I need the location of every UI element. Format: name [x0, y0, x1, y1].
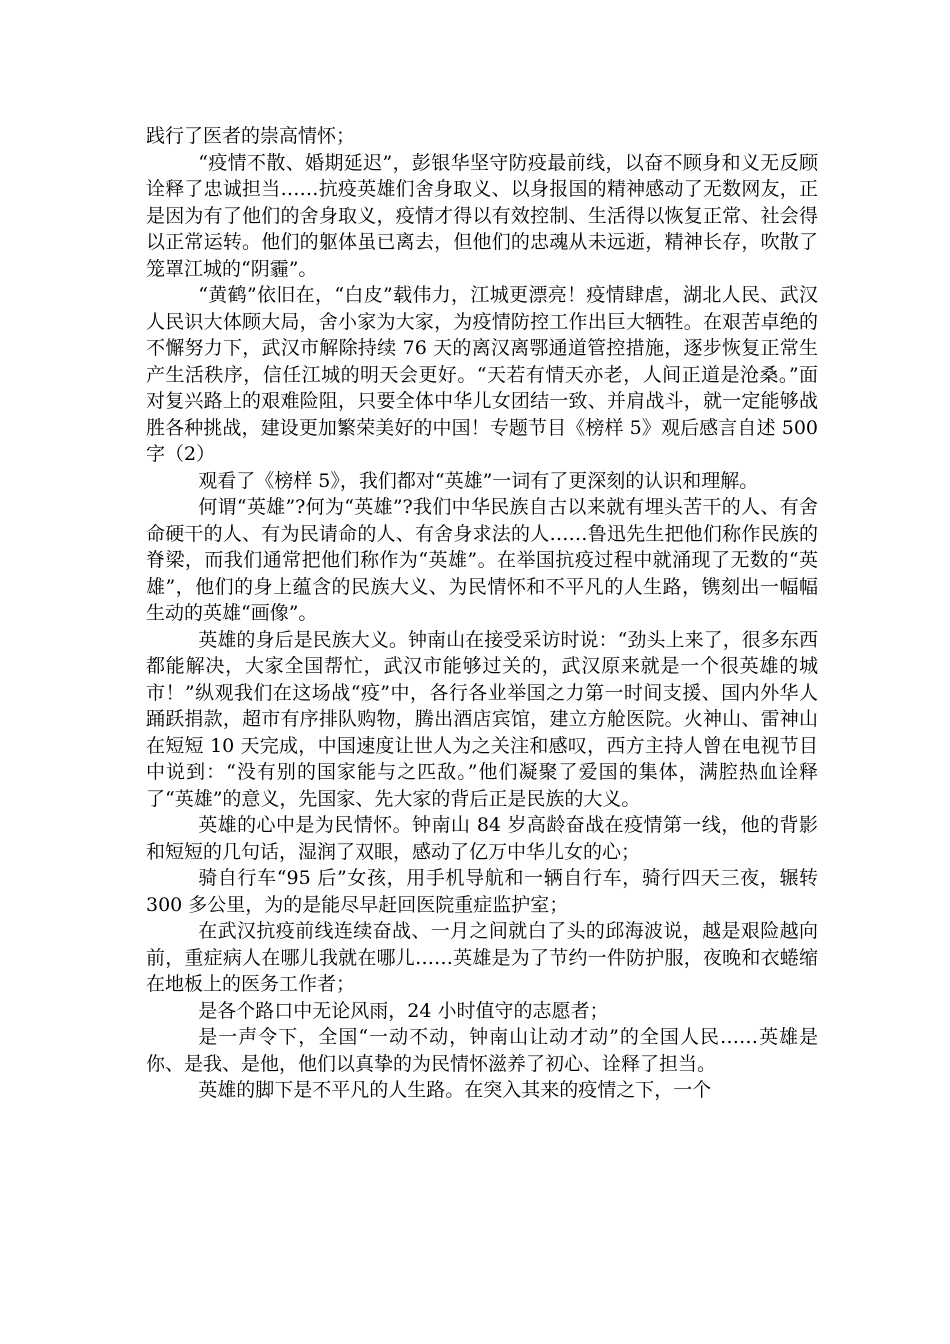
paragraph-10: 是各个路口中无论风雨，24 小时值守的志愿者； [198, 999, 609, 1022]
paragraph-9: 在武汉抗疫前线连续奋战、一月之间就白了头的邱海波说，越是艰险越向前，重症病人在哪儿我就在哪儿……英雄是为了节约一件防护服，夜晚和衣蜷缩在地板上的医务工作者； [146, 920, 818, 995]
paragraph-12: 英雄的脚下是不平凡的人生路。在突入其来的疫情之下，一个 [198, 1079, 712, 1101]
document-page [146, 123, 818, 1104]
paragraph-11: 是一声令下，全国“一动不动，钟南山让动才动”的全国人民……英雄是你、是我、是他，他们以真挚的为民情怀滋养了初心、诠释了担当。 [146, 1026, 818, 1075]
paragraph-1: 践行了医者的崇高情怀； [146, 125, 356, 147]
paragraph-4: 观看了《榜样 5》，我们都对“英雄”一词有了更深刻的认识和理解。 [198, 469, 759, 492]
paragraph-8: 骑自行车“95 后”女孩，用手机导航和一辆自行车，骑行四天三夜，辗转 300 多公里，为的是能尽早赶回医院重症监护室； [146, 867, 818, 916]
paragraph-5: 何谓“英雄”?何为“英雄”?我们中华民族自古以来就有埋头苦干的人、有舍命硬干的人、有为民请命的人、有舍身求法的人……鲁迅先生把他们称作民族的脊梁，而我们通常把他们称作为“英雄”。在举国抗疫过程中就涌现了无数的“英雄”，他们的身上蕴含的民族大义、为民情怀和不平凡的人生路，镌刻出一幅幅生动的英雄“画像”。 [146, 496, 818, 624]
paragraph-3: “黄鹤”依旧在，“白皮”载伟力，江城更漂亮！疫情肆虐，湖北人民、武汉人民识大体顾大局，舍小家为大家，为疫情防控工作出巨大牺牲。在艰苦卓绝的不懈努力下，武汉市解除持续 76 天的离汉离鄂通道管控措施，逐步恢复正常生产生活秩序，信任江城的明天会更好。“天若有情天亦老，人间正道是沧桑。”面对复兴路上的艰难险阻，只要全体中华儿女团结一致、并肩战斗，就一定能够战胜各种挑战，建设更加繁荣美好的中国！专题节目《榜样 5》观后感言自述 500 字（2） [146, 284, 818, 465]
paragraph-2: “疫情不散、婚期延迟”，彭银华坚守防疫最前线，以奋不顾身和义无反顾诠释了忠诚担当……抗疫英雄们舍身取义、以身报国的精神感动了无数网友，正是因为有了他们的舍身取义，疫情才得以有效控制、生活得以恢复正常、社会得以正常运转。他们的躯体虽已离去，但他们的忠魂从未远逝，精神长存，吹散了笼罩江城的“阴霾”。 [146, 151, 818, 280]
paragraph-7: 英雄的心中是为民情怀。钟南山 84 岁高龄奋战在疫情第一线，他的背影和短短的几句话，湿润了双眼，感动了亿万中华儿女的心； [146, 814, 818, 863]
paragraph-6: 英雄的身后是民族大义。钟南山在接受采访时说：“劲头上来了，很多东西都能解决，大家全国帮忙，武汉市能够过关的，武汉原来就是一个很英雄的城市！”纵观我们在这场战“疫”中，各行各业举国之力第一时间支援、国内外华人踊跃捐款，超市有序排队购物，腾出酒店宾馆，建立方舱医院。火神山、雷神山在短短 10 天完成，中国速度让世人为之关注和感叹，西方主持人曾在电视节目中说到：“没有别的国家能与之匹敌。”他们凝聚了爱国的集体，满腔热血诠释了“英雄”的意义，先国家、先大家的背后正是民族的大义。 [146, 628, 818, 810]
